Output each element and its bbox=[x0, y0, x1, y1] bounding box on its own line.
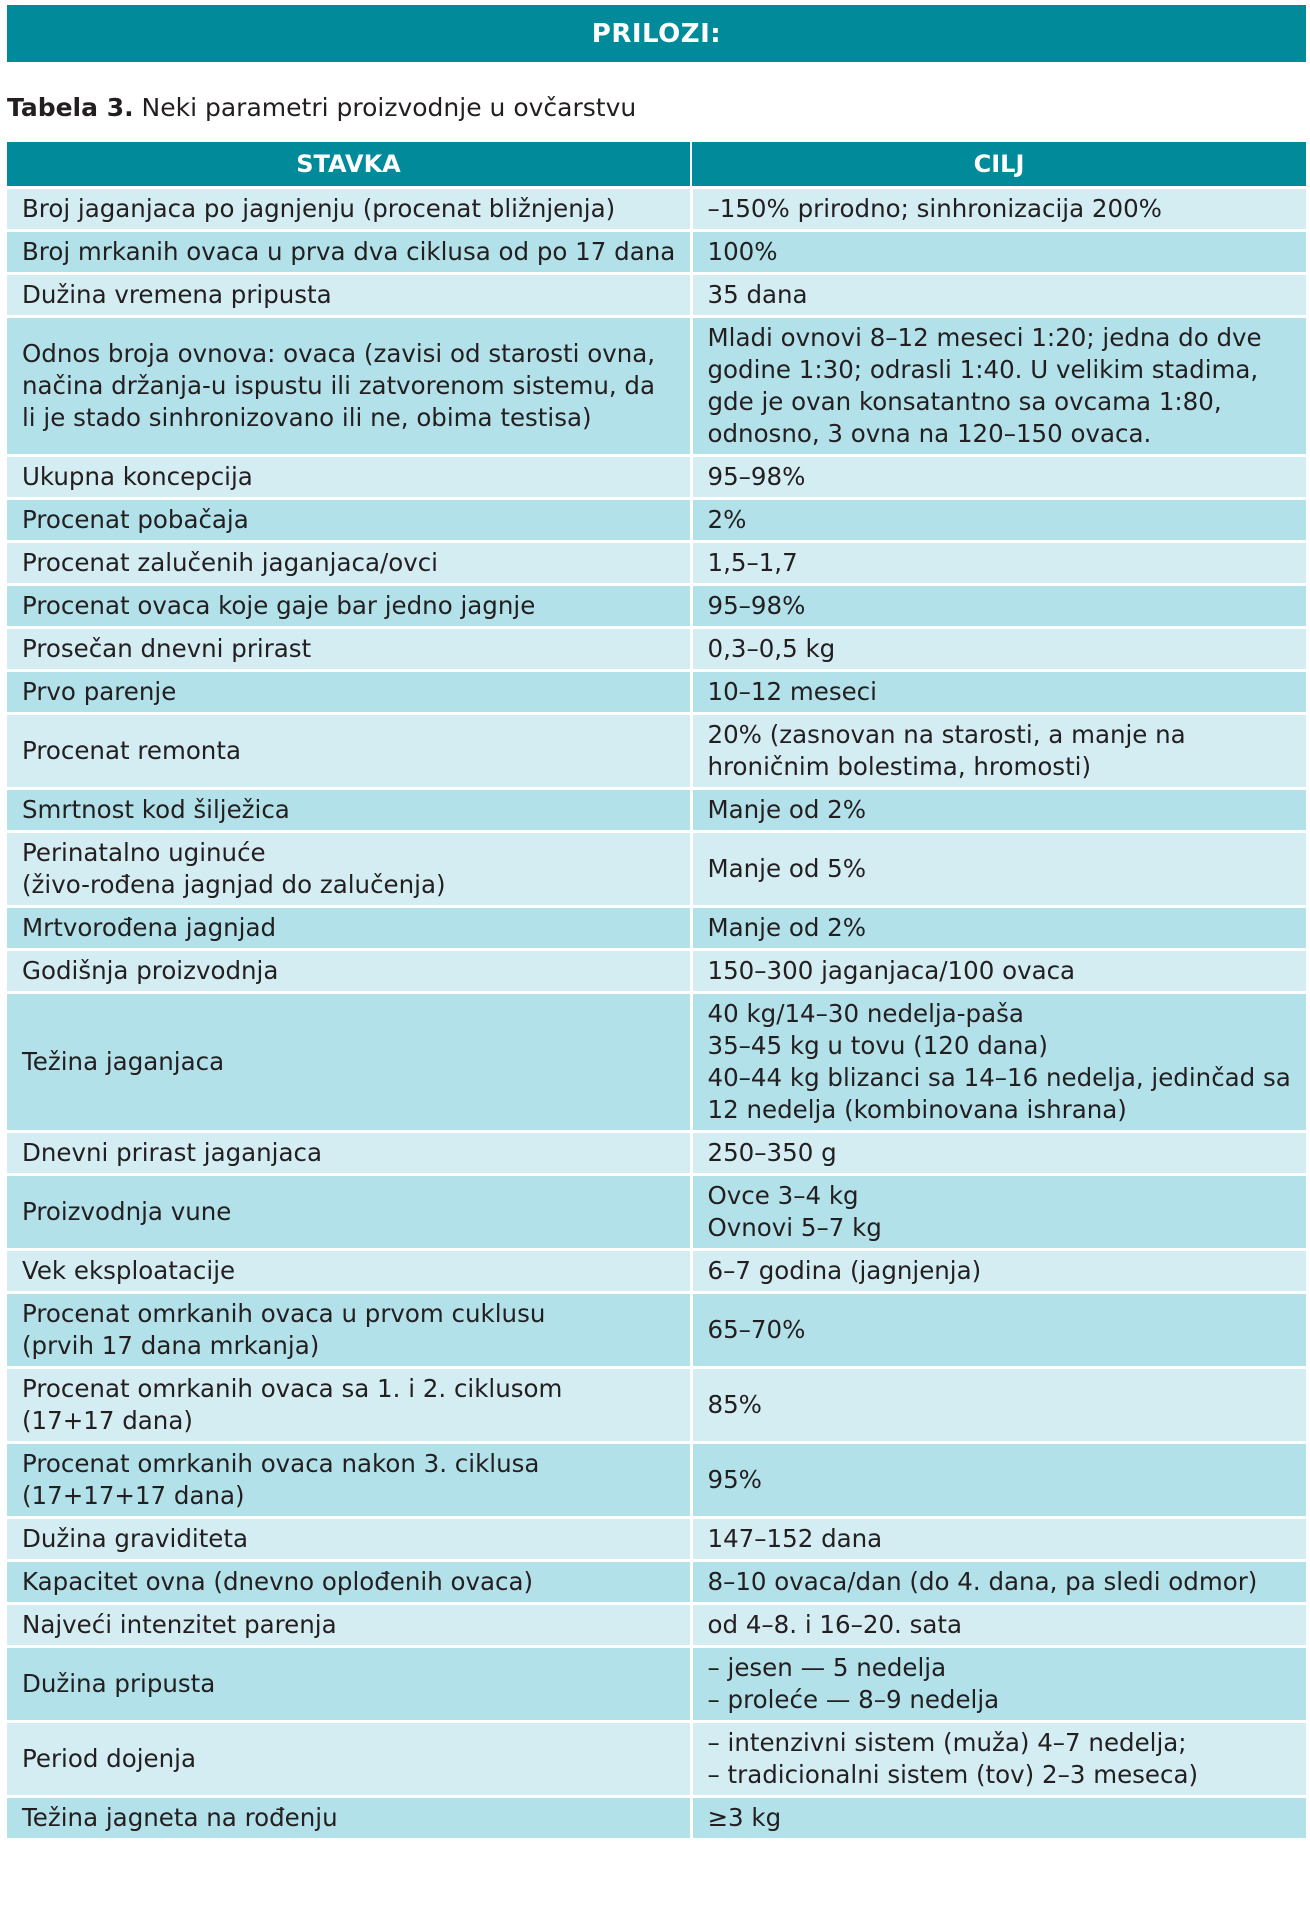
cell-line: Procenat ovaca koje gaje bar jedno jagnje bbox=[22, 591, 536, 620]
table-row bbox=[7, 499, 1306, 542]
cell-line: 250–350 g bbox=[707, 1138, 837, 1167]
cell-stavka bbox=[7, 907, 691, 950]
cell-cilj bbox=[691, 188, 1306, 231]
cell-cilj bbox=[691, 1132, 1306, 1175]
cell-line: Dužina pripusta bbox=[22, 1669, 216, 1698]
table-caption bbox=[7, 93, 636, 123]
cell-line: 40 kg/14–30 nedelja-paša bbox=[707, 999, 1024, 1028]
cell-line: Prvo parenje bbox=[22, 677, 177, 706]
cell-line: Ovnovi 5–7 kg bbox=[707, 1213, 882, 1242]
cell-line: 35 dana bbox=[707, 280, 808, 309]
cell-stavka bbox=[7, 1293, 691, 1368]
cell-line: Najveći intenzitet parenja bbox=[22, 1610, 337, 1639]
cell-cilj bbox=[691, 1797, 1306, 1840]
cell-line: 6–7 godina (jagnjenja) bbox=[707, 1256, 982, 1285]
table-row bbox=[7, 1604, 1306, 1647]
cell-stavka bbox=[7, 950, 691, 993]
cell-line: godine 1:30; odrasli 1:40. U velikim stadima, bbox=[707, 355, 1259, 384]
table-row bbox=[7, 950, 1306, 993]
cell-line: Procenat zalučenih jaganjaca/ovci bbox=[22, 548, 438, 577]
cell-line: Mladi ovnovi 8–12 meseci 1:20; jedna do dve bbox=[707, 323, 1262, 352]
table-row bbox=[7, 1132, 1306, 1175]
cell-line: Težina jaganjaca bbox=[22, 1047, 225, 1076]
cell-cilj bbox=[691, 1518, 1306, 1561]
table-row bbox=[7, 993, 1306, 1132]
cell-line: Mrtvorođena jagnjad bbox=[22, 913, 277, 942]
cell-line: Procenat omrkanih ovaca nakon 3. ciklusa bbox=[22, 1449, 540, 1478]
cell-line: – jesen — 5 nedelja bbox=[707, 1653, 947, 1682]
table-caption-label: Tabela 3. bbox=[7, 93, 134, 122]
cell-stavka bbox=[7, 585, 691, 628]
cell-line: hroničnim bolestima, hromosti) bbox=[707, 752, 1092, 781]
table-row bbox=[7, 585, 1306, 628]
cell-line: (prvih 17 dana mrkanja) bbox=[22, 1331, 320, 1360]
cell-stavka bbox=[7, 1443, 691, 1518]
cell-line: 0,3–0,5 kg bbox=[707, 634, 836, 663]
table-row bbox=[7, 1561, 1306, 1604]
cell-stavka bbox=[7, 1175, 691, 1250]
cell-cilj bbox=[691, 671, 1306, 714]
cell-line: gde je ovan konsatantno sa ovcama 1:80, bbox=[707, 387, 1222, 416]
section-banner: PRILOZI: bbox=[7, 5, 1306, 62]
cell-stavka bbox=[7, 714, 691, 789]
cell-cilj bbox=[691, 1647, 1306, 1722]
cell-line: ≥3 kg bbox=[707, 1803, 782, 1832]
cell-line: 85% bbox=[707, 1390, 762, 1419]
table-row bbox=[7, 188, 1306, 231]
cell-cilj bbox=[691, 1604, 1306, 1647]
cell-line: 1,5–1,7 bbox=[707, 548, 798, 577]
cell-line: (17+17 dana) bbox=[22, 1406, 193, 1435]
cell-cilj bbox=[691, 542, 1306, 585]
cell-stavka bbox=[7, 1368, 691, 1443]
cell-line: Proizvodnja vune bbox=[22, 1197, 232, 1226]
cell-stavka bbox=[7, 789, 691, 832]
cell-line: 95–98% bbox=[707, 462, 806, 491]
header-cilj: CILJ bbox=[691, 142, 1306, 188]
cell-line: 20% (zasnovan na starosti, a manje na bbox=[707, 720, 1186, 749]
table-row bbox=[7, 1368, 1306, 1443]
cell-line: Manje od 2% bbox=[707, 795, 867, 824]
cell-cilj bbox=[691, 231, 1306, 274]
cell-stavka bbox=[7, 188, 691, 231]
table-row bbox=[7, 714, 1306, 789]
cell-line: Vek eksploatacije bbox=[22, 1256, 236, 1285]
cell-cilj bbox=[691, 585, 1306, 628]
cell-cilj bbox=[691, 907, 1306, 950]
table-row bbox=[7, 1293, 1306, 1368]
cell-stavka bbox=[7, 628, 691, 671]
cell-cilj bbox=[691, 456, 1306, 499]
cell-line: Manje od 5% bbox=[707, 854, 867, 883]
cell-line: Dnevni prirast jaganjaca bbox=[22, 1138, 322, 1167]
cell-cilj bbox=[691, 1443, 1306, 1518]
cell-line: 95% bbox=[707, 1465, 762, 1494]
cell-line: (17+17+17 dana) bbox=[22, 1481, 245, 1510]
cell-line: 147–152 dana bbox=[707, 1524, 883, 1553]
cell-stavka bbox=[7, 1647, 691, 1722]
parameters-table bbox=[7, 142, 1306, 1841]
cell-line: Broj mrkanih ovaca u prva dva ciklusa od po 17 dana bbox=[22, 237, 676, 266]
cell-line: Procenat omrkanih ovaca u prvom cuklusu bbox=[22, 1299, 546, 1328]
cell-line: Težina jagneta na rođenju bbox=[22, 1803, 338, 1832]
cell-stavka bbox=[7, 231, 691, 274]
cell-line: Smrtnost kod šilježica bbox=[22, 795, 290, 824]
cell-cilj bbox=[691, 628, 1306, 671]
cell-stavka bbox=[7, 1722, 691, 1797]
table-row bbox=[7, 542, 1306, 585]
cell-stavka bbox=[7, 456, 691, 499]
cell-line: Ovce 3–4 kg bbox=[707, 1181, 859, 1210]
cell-stavka bbox=[7, 671, 691, 714]
table-row bbox=[7, 789, 1306, 832]
cell-line: Perinatalno uginuće bbox=[22, 838, 266, 867]
cell-cilj bbox=[691, 789, 1306, 832]
cell-line: Kapacitet ovna (dnevno oplođenih ovaca) bbox=[22, 1567, 534, 1596]
cell-line: (živo-rođena jagnjad do zalučenja) bbox=[22, 870, 446, 899]
cell-line: 95–98% bbox=[707, 591, 806, 620]
cell-cilj bbox=[691, 832, 1306, 907]
cell-line: Broj jaganjaca po jagnjenju (procenat bližnjenja) bbox=[22, 194, 616, 223]
cell-line: 2% bbox=[707, 505, 747, 534]
cell-line: Procenat pobačaja bbox=[22, 505, 249, 534]
table-row bbox=[7, 1518, 1306, 1561]
cell-line: 12 nedelja (kombinovana ishrana) bbox=[707, 1095, 1127, 1124]
cell-stavka bbox=[7, 1604, 691, 1647]
cell-cilj bbox=[691, 993, 1306, 1132]
cell-stavka bbox=[7, 274, 691, 317]
cell-cilj bbox=[691, 1561, 1306, 1604]
table-header-row bbox=[7, 142, 1306, 188]
cell-stavka bbox=[7, 832, 691, 907]
cell-line: odnosno, 3 ovna na 120–150 ovaca. bbox=[707, 419, 1152, 448]
cell-line: 150–300 jaganjaca/100 ovaca bbox=[707, 956, 1076, 985]
cell-stavka bbox=[7, 1250, 691, 1293]
cell-line: Dužina vremena pripusta bbox=[22, 280, 332, 309]
cell-line: Godišnja proizvodnja bbox=[22, 956, 279, 985]
table-row bbox=[7, 1175, 1306, 1250]
cell-cilj bbox=[691, 317, 1306, 456]
cell-stavka bbox=[7, 1518, 691, 1561]
table-row bbox=[7, 274, 1306, 317]
cell-line: Prosečan dnevni prirast bbox=[22, 634, 312, 663]
cell-line: – proleće — 8–9 nedelja bbox=[707, 1685, 1000, 1714]
cell-cilj bbox=[691, 499, 1306, 542]
cell-line: Period dojenja bbox=[22, 1744, 196, 1773]
cell-stavka bbox=[7, 1797, 691, 1840]
cell-line: –150% prirodno; sinhronizacija 200% bbox=[707, 194, 1162, 223]
cell-line: 40–44 kg blizanci sa 14–16 nedelja, jedinčad sa bbox=[707, 1063, 1291, 1092]
cell-stavka bbox=[7, 993, 691, 1132]
cell-cilj bbox=[691, 1368, 1306, 1443]
table-row bbox=[7, 317, 1306, 456]
table-row bbox=[7, 1647, 1306, 1722]
cell-stavka bbox=[7, 542, 691, 585]
cell-stavka bbox=[7, 317, 691, 456]
table-row bbox=[7, 671, 1306, 714]
table-row bbox=[7, 1250, 1306, 1293]
table-row bbox=[7, 456, 1306, 499]
table-row bbox=[7, 1722, 1306, 1797]
table-caption-text: Neki parametri proizvodnje u ovčarstvu bbox=[133, 93, 637, 122]
cell-cilj bbox=[691, 1175, 1306, 1250]
cell-cilj bbox=[691, 950, 1306, 993]
cell-cilj bbox=[691, 274, 1306, 317]
table-row bbox=[7, 1797, 1306, 1840]
table-row bbox=[7, 628, 1306, 671]
cell-cilj bbox=[691, 1250, 1306, 1293]
cell-stavka bbox=[7, 1561, 691, 1604]
cell-line: od 4–8. i 16–20. sata bbox=[707, 1610, 962, 1639]
cell-cilj bbox=[691, 1293, 1306, 1368]
table-body bbox=[7, 188, 1306, 1840]
cell-stavka bbox=[7, 499, 691, 542]
cell-line: Ukupna koncepcija bbox=[22, 462, 253, 491]
cell-line: 35–45 kg u tovu (120 dana) bbox=[707, 1031, 1048, 1060]
table-row bbox=[7, 907, 1306, 950]
cell-line: 65–70% bbox=[707, 1315, 806, 1344]
cell-line: načina držanja-u ispustu ili zatvorenom sistemu, da bbox=[22, 371, 655, 400]
cell-cilj bbox=[691, 714, 1306, 789]
table-row bbox=[7, 832, 1306, 907]
cell-line: Procenat omrkanih ovaca sa 1. i 2. ciklusom bbox=[22, 1374, 563, 1403]
table-row bbox=[7, 231, 1306, 274]
header-stavka: STAVKA bbox=[7, 142, 691, 188]
cell-line: Procenat remonta bbox=[22, 736, 241, 765]
cell-cilj bbox=[691, 1722, 1306, 1797]
cell-line: Manje od 2% bbox=[707, 913, 867, 942]
cell-line: li je stado sinhronizovano ili ne, obima testisa) bbox=[22, 403, 592, 432]
cell-line: Dužina graviditeta bbox=[22, 1524, 248, 1553]
table-row bbox=[7, 1443, 1306, 1518]
cell-line: 8–10 ovaca/dan (do 4. dana, pa sledi odmor) bbox=[707, 1567, 1258, 1596]
cell-line: 10–12 meseci bbox=[707, 677, 877, 706]
cell-line: 100% bbox=[707, 237, 778, 266]
cell-line: – intenzivni sistem (muža) 4–7 nedelja; bbox=[707, 1728, 1187, 1757]
cell-line: Odnos broja ovnova: ovaca (zavisi od starosti ovna, bbox=[22, 339, 656, 368]
cell-stavka bbox=[7, 1132, 691, 1175]
cell-line: – tradicionalni sistem (tov) 2–3 meseca) bbox=[707, 1760, 1199, 1789]
